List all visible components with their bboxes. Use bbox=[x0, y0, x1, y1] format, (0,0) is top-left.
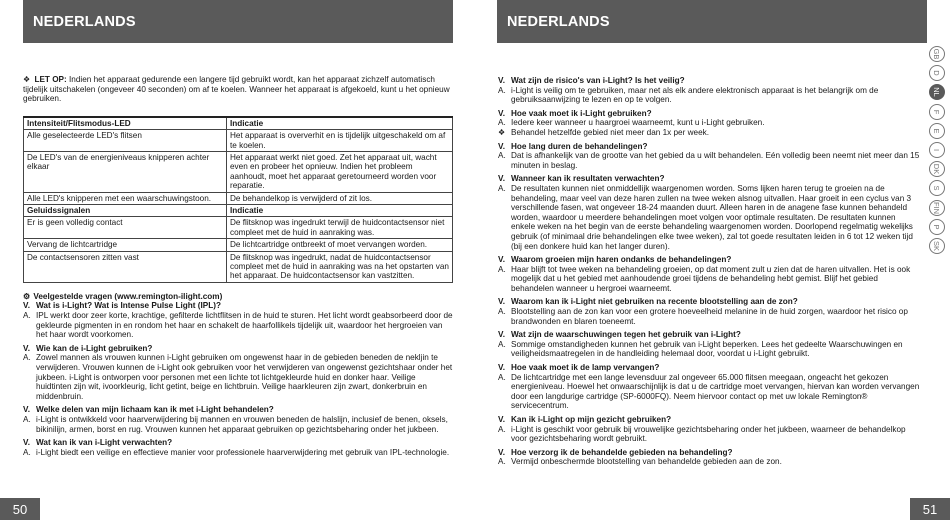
faq-item bbox=[23, 301, 453, 339]
faq-item bbox=[23, 438, 453, 457]
table-cell: Alle geselecteerde LED's flitsen bbox=[24, 130, 227, 152]
a-label: A. bbox=[498, 151, 506, 161]
q-label: V. bbox=[498, 108, 505, 118]
a-label: A. bbox=[23, 447, 31, 457]
page-number-left: 50 bbox=[0, 498, 40, 520]
faq-question: Wie kan de i-Light gebruiken? bbox=[36, 343, 153, 353]
faq-item bbox=[23, 405, 453, 434]
a-label: A. bbox=[23, 353, 31, 363]
table-cell: Het apparaat is oververhit en is tijdelijk uitgeschakeld om af te koelen. bbox=[227, 130, 453, 152]
q-label: V. bbox=[498, 447, 505, 457]
faq-question: Hoe vaak moet ik i-Light gebruiken? bbox=[511, 108, 652, 118]
a-label: A. bbox=[23, 415, 31, 424]
q-label: V. bbox=[498, 174, 505, 184]
indicator-table bbox=[23, 116, 453, 283]
q-label: V. bbox=[498, 363, 505, 373]
faq-question: Hoe lang duren de behandelingen? bbox=[511, 141, 648, 151]
language-tab-p[interactable]: P bbox=[929, 219, 945, 235]
table-header-4: Indicatie bbox=[227, 205, 453, 217]
language-tab-f[interactable]: F bbox=[929, 104, 945, 120]
table-cell: De LED's van de energieniveaus knipperen achter elkaar bbox=[24, 152, 227, 193]
a-label: A. bbox=[498, 372, 506, 382]
warning-text: Indien het apparaat gedurende een langere tijd gebruikt wordt, kan het apparaat zichzelf automatisch tijdelijk uitschakelen (ongeveer 40 seconden) om af te koelen. Wanneer het apparaat is afgekoeld, kunt u het opnieuw gebruiken. bbox=[23, 75, 450, 104]
faq-answer: Zowel mannen als vrouwen kunnen i-Light gebruiken om ongewenst haar in de gebieden beneden de nekljin te verwijderen. Vrouwen kunnen de i-Light ook gebruiken voor het verwijderen van ongewenst gezichtshaar onder het jukbeen. i-Light is ontworpen voor personen met een lichte tot lichtgekleurde huid en donker haar. Veilige huidtinten zijn wit, ivoorkleurig, licht getint, beige en lichtbruin. Veilige haarkleuren zijn zwart, donkerbruin en middenbruin. bbox=[36, 353, 453, 401]
faq-question: Hoe verzorg ik de behandelde gebieden na behandeling? bbox=[511, 447, 733, 457]
faq-item bbox=[498, 297, 920, 326]
faq-question: Welke delen van mijn lichaam kan ik met i-Light behandelen? bbox=[36, 405, 274, 415]
a-label: A. bbox=[498, 424, 506, 434]
q-label: V. bbox=[498, 330, 505, 340]
faq-answer: IPL werkt door zeer korte, krachtige, gefilterde lichtflitsen in de huid te sturen. Het licht wordt geabsorbeerd door de gekleurde pigmenten in en rondom het haar en schakelt de haarfollikels tijdelijk uit, waardoor het hergroeien van het haar wordt voorkomen. bbox=[36, 311, 453, 340]
language-tab-sk[interactable]: SK bbox=[929, 238, 945, 254]
q-label: V. bbox=[498, 415, 505, 424]
q-label: V. bbox=[498, 297, 505, 307]
language-tab-d[interactable]: D bbox=[929, 65, 945, 81]
faq-answer: Iedere keer wanneer u haargroei waarneemt, kunt u i-Light gebruiken. bbox=[511, 118, 765, 128]
faq-note: Behandel hetzelfde gebied niet meer dan 1x per week. bbox=[511, 127, 709, 137]
gear-icon: ⚙ bbox=[23, 291, 31, 301]
faq-title: Veelgestelde vragen (www.remington-ilight.com) bbox=[33, 291, 223, 301]
faq-item bbox=[498, 363, 920, 411]
language-tab-fin[interactable]: FIN bbox=[929, 200, 945, 216]
a-label: A. bbox=[498, 307, 506, 317]
language-tab-dk[interactable]: DK bbox=[929, 161, 945, 177]
table-cell: De flitsknop was ingedrukt terwijl de huidcontactsensor niet compleet met de huid in aanraking was. bbox=[227, 217, 453, 239]
faq-heading bbox=[23, 292, 453, 302]
q-label: V. bbox=[23, 343, 30, 353]
language-tab-i[interactable]: I bbox=[929, 142, 945, 158]
faq-item bbox=[498, 255, 920, 293]
table-header-3: Geluidssignalen bbox=[24, 205, 227, 217]
faq-question: Wat is i-Light? Wat is Intense Pulse Light (IPL)? bbox=[36, 301, 221, 311]
faq-item bbox=[23, 344, 453, 402]
faq-item bbox=[498, 448, 920, 467]
faq-question: Kan ik i-Light op mijn gezicht gebruiken? bbox=[511, 415, 672, 424]
faq-answer: i-Light is veilig om te gebruiken, maar net als elk andere elektronisch apparaat is het belangrijk om de gebruiksaanwijzing te lezen en op te volgen. bbox=[511, 85, 879, 105]
warning-label: LET OP: bbox=[34, 75, 67, 84]
language-tab-gb[interactable]: GB bbox=[929, 46, 945, 62]
q-label: V. bbox=[23, 301, 30, 311]
q-label: V. bbox=[498, 255, 505, 265]
q-label: V. bbox=[23, 405, 30, 415]
page-number-right: 51 bbox=[910, 498, 950, 520]
faq-item bbox=[498, 174, 920, 251]
warning-icon: ❖ bbox=[23, 75, 31, 84]
faq-question: Hoe vaak moet ik de lamp vervangen? bbox=[511, 363, 660, 373]
faq-answer: Vermijd onbeschermde blootstelling van behandelde gebieden aan de zon. bbox=[511, 457, 782, 467]
warning-paragraph bbox=[23, 75, 453, 104]
right-header: NEDERLANDS bbox=[497, 0, 927, 43]
table-cell: De lichtcartridge ontbreekt of moet vervangen worden. bbox=[227, 239, 453, 251]
faq-item bbox=[498, 142, 920, 171]
table-cell: Vervang de lichtcartridge bbox=[24, 239, 227, 251]
right-content bbox=[498, 76, 920, 471]
a-label: A. bbox=[498, 339, 506, 349]
faq-question: Wat zijn de risico's van i-Light? Is het veilig? bbox=[511, 76, 685, 85]
right-page bbox=[475, 0, 950, 520]
warning-icon: ❖ bbox=[498, 127, 506, 137]
faq-answer: Sommige omstandigheden kunnen het gebruik van i-Light beperken. Lees het gedeelte Waarschuwingen en veiligheidsmaatregelen in de handleiding helemaal door, voordat u i-Light gebruikt. bbox=[511, 339, 903, 359]
q-label: V. bbox=[498, 76, 505, 85]
faq-item bbox=[498, 330, 920, 359]
faq-item bbox=[498, 109, 920, 138]
table-header-2: Indicatie bbox=[227, 117, 453, 130]
language-tabs bbox=[928, 46, 946, 257]
a-label: A. bbox=[23, 311, 31, 321]
a-label: A. bbox=[498, 264, 506, 274]
faq-answer: De resultaten kunnen niet onmiddellijk waargenomen worden. Soms lijken haren terug te groeien na de behandeling, maar veel van deze haren zullen na twee weken alsnog uitvallen. Haar groeit in een cyclus van 3 verschillende fasen, wat ongeveer 18-24 maanden duurt. Alleen haren in de anagene fase kunnen behandeld worden, waardoor u meerdere behandelingen moet volgen voor optimale resultaten. De resultaten kunnen enkele weken na het begin van de eerste behandeling waargenomen worden. Doorlopend regelmatig wekelijks gebruik (of minimaal drie behandelingen elke twee weken), zal tot goede resultaten leiden in 6 tot 12 weken tijd (bij een donkere huid kan het langer duren). bbox=[511, 183, 913, 251]
left-content bbox=[23, 75, 453, 461]
faq-answer: Dat is afhankelijk van de grootte van het gebied da u wilt behandelen. Eén volledig been neemt niet meer dan 15 minuten in beslag. bbox=[511, 151, 920, 170]
faq-answer: Blootstelling aan de zon kan voor een grotere hoeveelheid melanine in de huid zorgen, waardoor het risico op brandwonden en blaren toeneemt. bbox=[511, 307, 908, 326]
table-header-1: Intensiteit/Flitsmodus-LED bbox=[24, 117, 227, 130]
table-cell: Alle LED's knipperen met een waarschuwingstoon. bbox=[24, 192, 227, 204]
faq-answer: i-Light is ontwikkeld voor haarverwijdering bij mannen en vrouwen beneden de halslijn, inclusief de benen, oksels, bikinilijn, armen, borst en rug. Vrouwen kunnen het apparaat gebruiken op gezichtsbeharing onder het jukbeen. bbox=[36, 415, 448, 434]
faq-question: Waarom groeien mijn haren ondanks de behandelingen? bbox=[511, 255, 732, 265]
a-label: A. bbox=[498, 183, 506, 193]
table-cell: De flitsknop was ingedrukt, nadat de huidcontactsensor compleet met de huid in aanraking was na het opstarten van het apparaat. De huidcontactsensor kan vastzitten. bbox=[227, 251, 453, 282]
language-tab-nl[interactable]: NL bbox=[929, 84, 945, 100]
faq-question: Wat kan ik van i-Light verwachten? bbox=[36, 438, 173, 448]
left-header: NEDERLANDS bbox=[23, 0, 453, 43]
faq-question: Waarom kan ik i-Light niet gebruiken na recente blootstelling aan de zon? bbox=[511, 297, 798, 307]
faq-answer: i-Light is geschikt voor gebruik bij vrouwelijke gezichtsbeharing onder het jukbeen, waarneer de behandelkop voor gezichtsbeharing wordt gebruikt. bbox=[511, 424, 906, 444]
faq-item bbox=[498, 76, 920, 105]
language-tab-e[interactable]: E bbox=[929, 123, 945, 139]
faq-answer: i-Light biedt een veilige en effectieve manier voor professionele haarverwijdering met gebruik van IPL-technologie. bbox=[36, 447, 450, 457]
a-label: A. bbox=[498, 118, 506, 128]
table-cell: De contactsensoren zitten vast bbox=[24, 251, 227, 282]
table-cell: De behandelkop is verwijderd of zit los. bbox=[227, 192, 453, 204]
faq-answer: De lichtcartridge met een lange levensduur zal ongeveer 65.000 flitsen meegaan, ongeacht het gekozen energieniveau. Hoewel het onwaarschijnlijk is dat u de cartridge moet vervangen, hiervan kan worden vervangen door een langdurige cartridge (SP-6000FQ). Neem hiervoor contact op met uw lokale Remington® servicecentrum. bbox=[511, 372, 920, 411]
faq-question: Wat zijn de waarschuwingen tegen het gebruik van i-Light? bbox=[511, 330, 741, 340]
q-label: V. bbox=[498, 141, 505, 151]
a-label: A. bbox=[498, 457, 506, 467]
faq-item bbox=[498, 415, 920, 444]
q-label: V. bbox=[23, 438, 30, 448]
language-tab-s[interactable]: S bbox=[929, 180, 945, 196]
table-cell: Het apparaat werkt niet goed. Zet het apparaat uit, wacht even en probeer het opnieuw. Indien het probleem aanhoudt, moet het apparaat geretourneerd worden voor reparatie. bbox=[227, 152, 453, 193]
a-label: A. bbox=[498, 85, 506, 95]
faq-answer: Haar blijft tot twee weken na behandeling groeien, op dat moment zult u zien dat de haren uitvallen. Het is ook mogelijk dat u het gebied met aanhoudende groei tijdens de behandeling hebt gemist. Blijf het gebied behandelen wanneer u hergroei waarneemt. bbox=[511, 264, 911, 293]
faq-question: Wanneer kan ik resultaten verwachten? bbox=[511, 174, 665, 184]
table-cell: Er is geen volledig contact bbox=[24, 217, 227, 239]
